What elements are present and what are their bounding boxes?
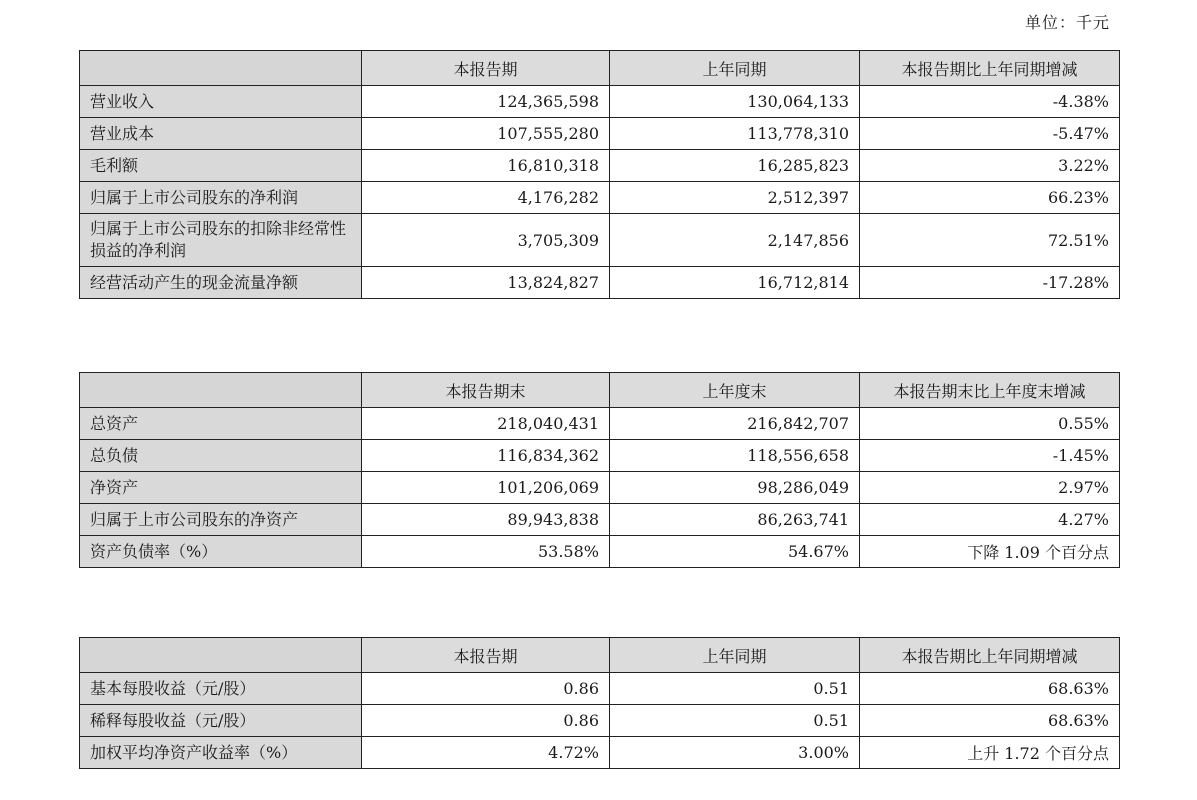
cell-change: -17.28% <box>860 267 1120 299</box>
cell-prior: 98,286,049 <box>610 472 860 504</box>
table-row <box>80 705 1120 737</box>
cell-prior: 2,512,397 <box>610 182 860 214</box>
cell-current: 124,365,598 <box>362 86 610 118</box>
table-header-row <box>80 51 1120 86</box>
cell-current: 4.72% <box>362 737 610 769</box>
row-label: 营业收入 <box>80 86 362 118</box>
table-row <box>80 86 1120 118</box>
header-corner <box>80 638 362 673</box>
header-current-period: 本报告期 <box>362 51 610 86</box>
cell-prior: 0.51 <box>610 705 860 737</box>
table-row <box>80 737 1120 769</box>
cell-change: 0.55% <box>860 408 1120 440</box>
header-change: 本报告期比上年同期增减 <box>860 51 1120 86</box>
row-label: 归属于上市公司股东的净利润 <box>80 182 362 214</box>
cell-prior: 16,285,823 <box>610 150 860 182</box>
unit-label: 单位：千元 <box>1024 13 1110 32</box>
row-label: 经营活动产生的现金流量净额 <box>80 267 362 299</box>
table-header-row <box>80 638 1120 673</box>
cell-change: 4.27% <box>860 504 1120 536</box>
cell-change: 72.51% <box>860 214 1120 267</box>
cell-current: 89,943,838 <box>362 504 610 536</box>
cell-change: 上升 1.72 个百分点 <box>860 737 1120 769</box>
cell-prior: 54.67% <box>610 536 860 568</box>
row-label: 总资产 <box>80 408 362 440</box>
table-row <box>80 118 1120 150</box>
cell-current: 4,176,282 <box>362 182 610 214</box>
row-label: 加权平均净资产收益率（%） <box>80 737 362 769</box>
cell-change: 2.97% <box>860 472 1120 504</box>
cell-current: 16,810,318 <box>362 150 610 182</box>
cell-change: 68.63% <box>860 673 1120 705</box>
row-label: 总负债 <box>80 440 362 472</box>
table-row <box>80 504 1120 536</box>
cell-change: 68.63% <box>860 705 1120 737</box>
cell-prior: 0.51 <box>610 673 860 705</box>
cell-change: -1.45% <box>860 440 1120 472</box>
table-row <box>80 408 1120 440</box>
cell-change: -4.38% <box>860 86 1120 118</box>
table-row <box>80 536 1120 568</box>
cell-current: 0.86 <box>362 705 610 737</box>
row-label: 归属于上市公司股东的净资产 <box>80 504 362 536</box>
header-change: 本报告期比上年同期增减 <box>860 638 1120 673</box>
table-row <box>80 182 1120 214</box>
header-prior-period: 上年同期 <box>610 638 860 673</box>
cell-current: 107,555,280 <box>362 118 610 150</box>
cell-current: 0.86 <box>362 673 610 705</box>
header-current-period: 本报告期 <box>362 638 610 673</box>
row-label: 净资产 <box>80 472 362 504</box>
row-label: 毛利额 <box>80 150 362 182</box>
cell-current: 101,206,069 <box>362 472 610 504</box>
table-row <box>80 214 1120 267</box>
header-corner <box>80 51 362 86</box>
cell-change: 3.22% <box>860 150 1120 182</box>
cell-change: 66.23% <box>860 182 1120 214</box>
balance-table <box>79 372 1120 568</box>
eps-table <box>79 637 1120 769</box>
cell-prior: 118,556,658 <box>610 440 860 472</box>
row-label: 资产负债率（%） <box>80 536 362 568</box>
table-row <box>80 440 1120 472</box>
header-period-end: 本报告期末 <box>362 373 610 408</box>
cell-prior: 2,147,856 <box>610 214 860 267</box>
income-table <box>79 50 1120 299</box>
table-row <box>80 267 1120 299</box>
row-label: 归属于上市公司股东的扣除非经常性损益的净利润 <box>80 214 362 267</box>
table-header-row <box>80 373 1120 408</box>
cell-prior: 113,778,310 <box>610 118 860 150</box>
table-row <box>80 150 1120 182</box>
cell-prior: 3.00% <box>610 737 860 769</box>
cell-current: 13,824,827 <box>362 267 610 299</box>
cell-current: 218,040,431 <box>362 408 610 440</box>
row-label: 营业成本 <box>80 118 362 150</box>
cell-current: 3,705,309 <box>362 214 610 267</box>
header-prior-period: 上年同期 <box>610 51 860 86</box>
cell-change: -5.47% <box>860 118 1120 150</box>
cell-change: 下降 1.09 个百分点 <box>860 536 1120 568</box>
header-prior-year-end: 上年度末 <box>610 373 860 408</box>
row-label: 基本每股收益（元/股） <box>80 673 362 705</box>
cell-prior: 216,842,707 <box>610 408 860 440</box>
cell-prior: 130,064,133 <box>610 86 860 118</box>
table-row <box>80 472 1120 504</box>
header-change: 本报告期末比上年度末增减 <box>860 373 1120 408</box>
cell-current: 53.58% <box>362 536 610 568</box>
row-label: 稀释每股收益（元/股） <box>80 705 362 737</box>
cell-prior: 16,712,814 <box>610 267 860 299</box>
cell-current: 116,834,362 <box>362 440 610 472</box>
table-row <box>80 673 1120 705</box>
cell-prior: 86,263,741 <box>610 504 860 536</box>
header-corner <box>80 373 362 408</box>
